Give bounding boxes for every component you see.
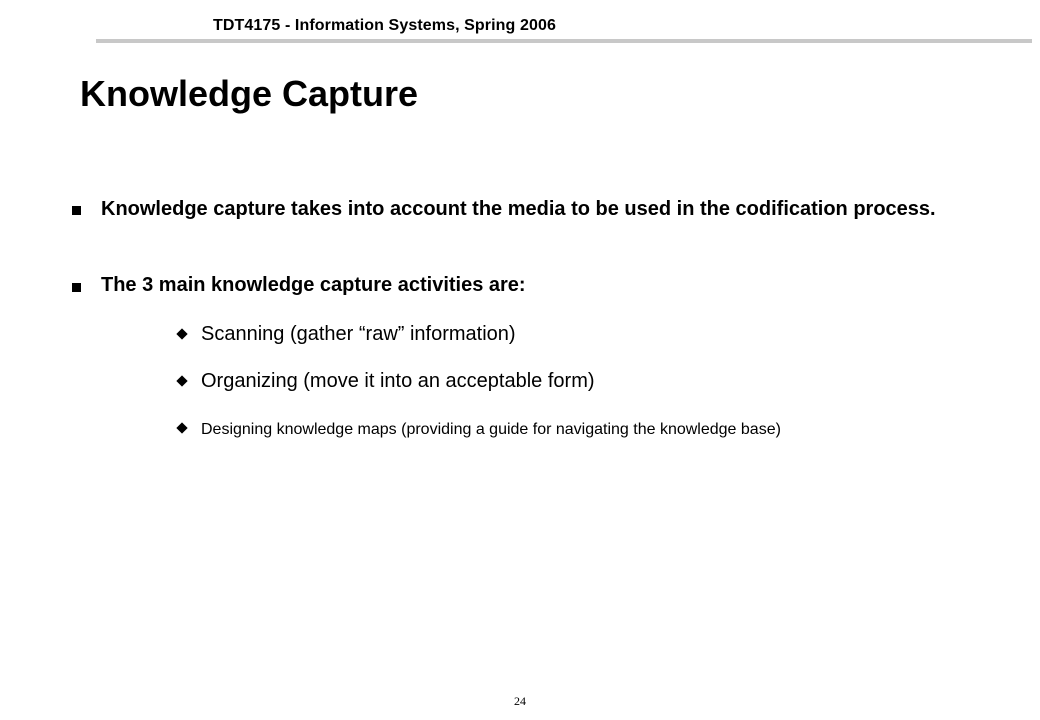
- bullet-text: Knowledge capture takes into account the media to be used in the codification process.: [101, 198, 936, 220]
- diamond-bullet-icon: [176, 422, 187, 433]
- slide-title: Knowledge Capture: [80, 73, 419, 114]
- square-bullet-icon: [72, 283, 81, 292]
- sub-bullet-text: Designing knowledge maps (providing a guide for navigating the knowledge base): [201, 421, 781, 438]
- sub-bullet-text: Organizing (move it into an acceptable form): [201, 370, 595, 392]
- square-bullet-icon: [72, 206, 81, 215]
- diamond-bullet-icon: [176, 328, 187, 339]
- header-divider: [96, 39, 1032, 43]
- bullet-text: The 3 main knowledge capture activities are:: [101, 274, 526, 296]
- course-header: TDT4175 - Information Systems, Spring 2006: [213, 17, 556, 34]
- page-number: 24: [514, 694, 526, 708]
- diamond-bullet-icon: [176, 375, 187, 386]
- sub-bullet-text: Scanning (gather “raw” information): [201, 323, 516, 345]
